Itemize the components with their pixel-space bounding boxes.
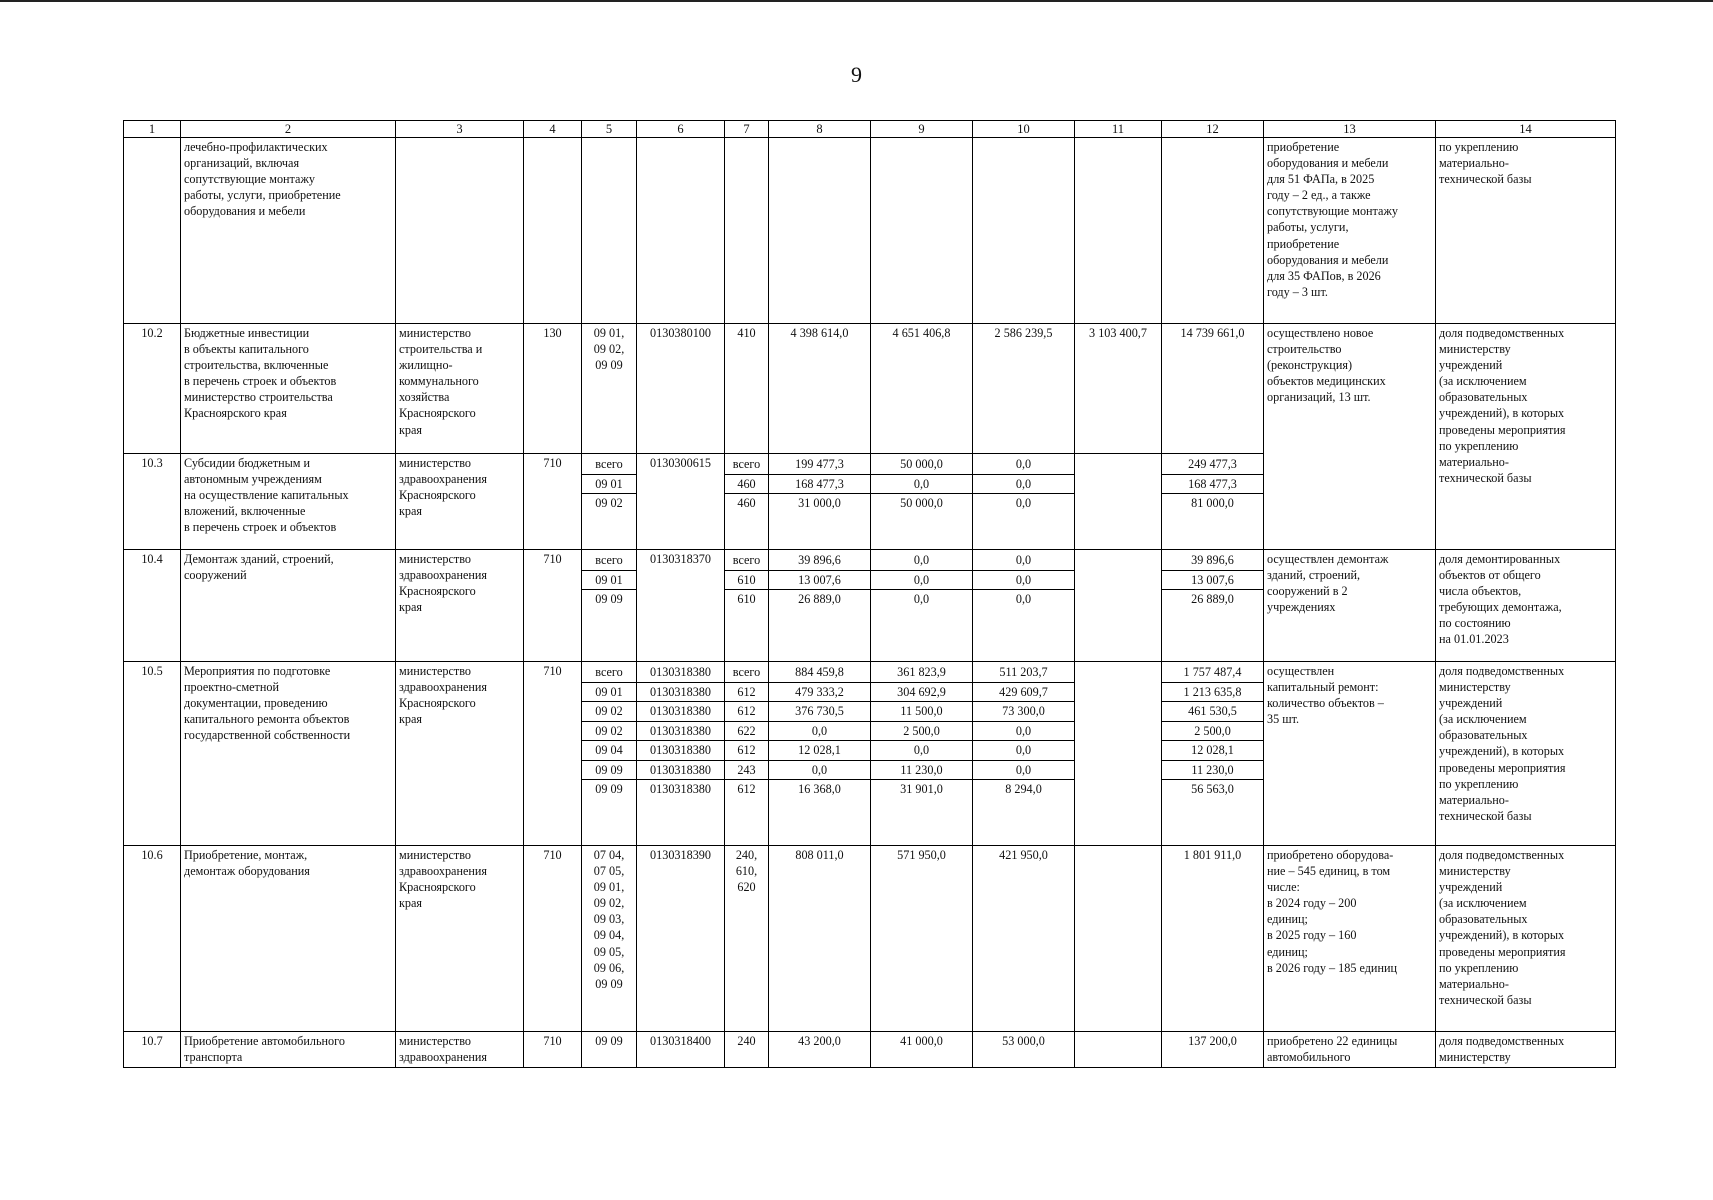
value-2024: 0,0	[769, 761, 870, 781]
section-code: 09 02	[595, 496, 623, 510]
program-activities-table	[123, 120, 1616, 1068]
value-2024: 168 477,3	[769, 475, 870, 495]
expense-type: 612	[737, 782, 756, 796]
section-code-list	[582, 550, 637, 662]
header-cell: 5	[582, 121, 637, 138]
value-2025: 0,0	[871, 741, 972, 761]
value-2026: 0,0	[973, 761, 1074, 781]
section-code: всего	[582, 551, 636, 571]
header-cell: 14	[1436, 121, 1616, 138]
value-total: 249 477,3	[1162, 455, 1263, 475]
expense-type: 612	[725, 683, 768, 703]
activity-name: Мероприятия по подготовке проектно-сметной документации, проведению капитального ремонта объектов государственной собственности	[181, 662, 396, 846]
value-2025: 571 950,0	[871, 846, 973, 1032]
value-2026: 0,0	[1015, 496, 1032, 510]
indicator: доля подведомственных министерству учреждений (за исключением образовательных учреждений), в которых проведены мероприятия по укреплению материально- технической базы	[1436, 324, 1616, 550]
expense-type: 460	[725, 475, 768, 495]
responsible-body: министерство здравоохранения Красноярского края	[396, 454, 524, 550]
target-article: 0130318400	[637, 1032, 725, 1068]
target-article: 0130318380	[637, 702, 724, 722]
section-code: 09 09	[595, 592, 623, 606]
value-2026: 0,0	[973, 571, 1074, 591]
header-cell: 4	[524, 121, 582, 138]
value-2026: 0,0	[1015, 592, 1032, 606]
row-number: 10.6	[124, 846, 181, 1032]
activity-name: Демонтаж зданий, строений, сооружений	[181, 550, 396, 662]
value-total: 1 801 911,0	[1162, 846, 1264, 1032]
target-article-list	[637, 662, 725, 846]
section-code: 09 02	[582, 702, 636, 722]
continuation-row	[124, 138, 1616, 324]
activity-name: Приобретение, монтаж, демонтаж оборудования	[181, 846, 396, 1032]
header-cell: 2	[181, 121, 396, 138]
section-code: 09 01	[582, 683, 636, 703]
value-2026: 421 950,0	[973, 846, 1075, 1032]
value-2025: 0,0	[871, 551, 972, 571]
responsible-body: министерство строительства и жилищно- коммунального хозяйства Красноярского края	[396, 324, 524, 454]
value-2025: 0,0	[871, 571, 972, 591]
header-cell: 7	[725, 121, 769, 138]
value-2024-list	[769, 662, 871, 846]
expense-type: 243	[725, 761, 768, 781]
expected-result: приобретение оборудования и мебели для 51 ФАПа, в 2025 году – 2 ед., а также сопутствующие монтажу работы, услуги, приобретение оборудования и мебели для 35 ФАПов, в 2026 году – 3 шт.	[1264, 138, 1436, 324]
expected-result: осуществлен демонтаж зданий, строений, сооружений в 2 учреждениях	[1264, 550, 1436, 662]
value-2026: 0,0	[973, 455, 1074, 475]
section-code-list	[582, 454, 637, 550]
value-2024: 199 477,3	[769, 455, 870, 475]
value-2025: 50 000,0	[871, 455, 972, 475]
value-2025-list	[871, 550, 973, 662]
value-2025: 0,0	[913, 592, 930, 606]
activity-name: Приобретение автомобильного транспорта	[181, 1032, 396, 1068]
value-total: 26 889,0	[1191, 592, 1234, 606]
activity-name: лечебно-профилактических организаций, включая сопутствующие монтажу работы, услуги, приобретение оборудования и мебели	[181, 138, 396, 324]
header-cell: 10	[973, 121, 1075, 138]
column-number-header-row	[124, 121, 1616, 138]
value-2025: 11 230,0	[871, 761, 972, 781]
value-2026: 429 609,7	[973, 683, 1074, 703]
grbs-code: 710	[524, 1032, 582, 1068]
value-2025-list	[871, 662, 973, 846]
row-number: 10.5	[124, 662, 181, 846]
responsible-body: министерство здравоохранения	[396, 1032, 524, 1068]
value-2024: 13 007,6	[769, 571, 870, 591]
target-article: 0130318380	[637, 663, 724, 683]
row-number: 10.4	[124, 550, 181, 662]
expense-type-list	[725, 550, 769, 662]
value-2024: 43 200,0	[769, 1032, 871, 1068]
value-2024-list	[769, 550, 871, 662]
table-row-10-6	[124, 846, 1616, 1032]
table-row-10-7	[124, 1032, 1616, 1068]
header-cell: 12	[1162, 121, 1264, 138]
section-code-list	[582, 662, 637, 846]
target-article: 0130318380	[637, 761, 724, 781]
value-total: 81 000,0	[1191, 496, 1234, 510]
value-total: 1 213 635,8	[1162, 683, 1263, 703]
expected-result: приобретено оборудова- ние – 545 единиц, в том числе: в 2024 году – 200 единиц; в 2025 году – 160 единиц; в 2026 году – 185 единиц	[1264, 846, 1436, 1032]
value-total: 137 200,0	[1162, 1032, 1264, 1068]
section-code: 09 01	[582, 475, 636, 495]
value-2024: 26 889,0	[798, 592, 841, 606]
expected-result: приобретено 22 единицы автомобильного	[1264, 1032, 1436, 1068]
grbs-code: 130	[524, 324, 582, 454]
expected-result: осуществлено новое строительство (реконструкция) объектов медицинских организаций, 13 шт.	[1264, 324, 1436, 550]
value-total: 1 757 487,4	[1162, 663, 1263, 683]
value-2024: 884 459,8	[769, 663, 870, 683]
grbs-code: 710	[524, 662, 582, 846]
expense-type: 622	[725, 722, 768, 742]
expense-type: 610	[737, 592, 756, 606]
grbs-code: 710	[524, 846, 582, 1032]
value-2025: 31 901,0	[900, 782, 943, 796]
value-total-list	[1162, 454, 1264, 550]
target-article: 0130300615	[637, 454, 725, 550]
table-row-10-4	[124, 550, 1616, 662]
expense-type-list	[725, 662, 769, 846]
value-2026-list	[973, 550, 1075, 662]
value-2025: 50 000,0	[900, 496, 943, 510]
value-2025: 361 823,9	[871, 663, 972, 683]
value-2026: 53 000,0	[973, 1032, 1075, 1068]
section-code: 09 04	[582, 741, 636, 761]
value-2025-list	[871, 454, 973, 550]
value-2025: 304 692,9	[871, 683, 972, 703]
value-2024: 16 368,0	[798, 782, 841, 796]
indicator: по укреплению материально- технической базы	[1436, 138, 1616, 324]
value-total: 11 230,0	[1162, 761, 1263, 781]
value-total: 39 896,6	[1162, 551, 1263, 571]
target-article: 0130318380	[650, 782, 711, 796]
header-cell: 13	[1264, 121, 1436, 138]
expense-type: всего	[725, 551, 768, 571]
indicator: доля подведомственных министерству учреждений (за исключением образовательных учреждений), в которых проведены мероприятия по укреплению материально- технической базы	[1436, 846, 1616, 1032]
header-cell: 8	[769, 121, 871, 138]
value-2026: 0,0	[973, 551, 1074, 571]
activity-name: Бюджетные инвестиции в объекты капитального строительства, включенные в перечень строек и объектов министерство строительства Красноярского края	[181, 324, 396, 454]
value-total: 2 500,0	[1162, 722, 1263, 742]
responsible-body: министерство здравоохранения Красноярского края	[396, 846, 524, 1032]
section-code: всего	[582, 455, 636, 475]
value-2024: 376 730,5	[769, 702, 870, 722]
header-cell: 9	[871, 121, 973, 138]
section-code: 09 01	[582, 571, 636, 591]
value-2026: 511 203,7	[973, 663, 1074, 683]
header-cell: 3	[396, 121, 524, 138]
expected-result: осуществлен капитальный ремонт: количество объектов – 35 шт.	[1264, 662, 1436, 846]
target-article: 0130318370	[637, 550, 725, 662]
expense-type: 612	[725, 741, 768, 761]
value-2026-list	[973, 454, 1075, 550]
value-2024: 0,0	[769, 722, 870, 742]
value-total: 13 007,6	[1162, 571, 1263, 591]
expense-type: 612	[725, 702, 768, 722]
expense-type: 410	[725, 324, 769, 454]
table-row-10-5	[124, 662, 1616, 846]
header-cell: 11	[1075, 121, 1162, 138]
row-number: 10.7	[124, 1032, 181, 1068]
value-2024: 12 028,1	[769, 741, 870, 761]
expense-type: всего	[725, 455, 768, 475]
value-total: 168 477,3	[1162, 475, 1263, 495]
target-article: 0130380100	[637, 324, 725, 454]
section-code: 09 02	[582, 722, 636, 742]
value-2024: 479 333,2	[769, 683, 870, 703]
value-col-11: 3 103 400,7	[1075, 324, 1162, 454]
expense-type: 240	[725, 1032, 769, 1068]
expense-type: всего	[725, 663, 768, 683]
page-number: 9	[851, 62, 862, 87]
section-code: всего	[582, 663, 636, 683]
section-code: 09 09	[595, 782, 623, 796]
section-code: 09 09	[582, 761, 636, 781]
value-2024: 39 896,6	[769, 551, 870, 571]
table-row-10-2	[124, 324, 1616, 454]
section-code: 07 04, 07 05, 09 01, 09 02, 09 03, 09 04, 09 05, 09 06, 09 09	[582, 846, 637, 1032]
activity-name: Субсидии бюджетным и автономным учреждениям на осуществление капитальных вложений, включенные в перечень строек и объектов	[181, 454, 396, 550]
value-2026: 0,0	[973, 722, 1074, 742]
value-2024: 4 398 614,0	[769, 324, 871, 454]
value-total: 14 739 661,0	[1162, 324, 1264, 454]
header-cell: 1	[124, 121, 181, 138]
row-number: 10.2	[124, 324, 181, 454]
responsible-body: министерство здравоохранения Красноярского края	[396, 662, 524, 846]
expense-type: 240, 610, 620	[725, 846, 769, 1032]
expense-type: 460	[737, 496, 756, 510]
header-cell: 6	[637, 121, 725, 138]
target-article: 0130318380	[637, 683, 724, 703]
expense-type: 610	[725, 571, 768, 591]
value-total: 461 530,5	[1162, 702, 1263, 722]
value-2025: 0,0	[871, 475, 972, 495]
target-article: 0130318380	[637, 722, 724, 742]
value-total: 56 563,0	[1191, 782, 1234, 796]
value-2024: 31 000,0	[798, 496, 841, 510]
value-2026: 8 294,0	[1005, 782, 1042, 796]
value-2025: 11 500,0	[871, 702, 972, 722]
value-total: 12 028,1	[1162, 741, 1263, 761]
value-total-list	[1162, 550, 1264, 662]
value-2026: 73 300,0	[973, 702, 1074, 722]
section-code: 09 09	[582, 1032, 637, 1068]
value-2026-list	[973, 662, 1075, 846]
target-article: 0130318380	[637, 741, 724, 761]
indicator: доля подведомственных министерству	[1436, 1032, 1616, 1068]
value-2025: 2 500,0	[871, 722, 972, 742]
value-2026: 2 586 239,5	[973, 324, 1075, 454]
responsible-body: министерство здравоохранения Красноярского края	[396, 550, 524, 662]
grbs-code: 710	[524, 454, 582, 550]
grbs-code: 710	[524, 550, 582, 662]
value-2025: 41 000,0	[871, 1032, 973, 1068]
section-code: 09 01, 09 02, 09 09	[582, 324, 637, 454]
expense-type-list	[725, 454, 769, 550]
value-2026: 0,0	[973, 741, 1074, 761]
value-2026: 0,0	[973, 475, 1074, 495]
value-2024-list	[769, 454, 871, 550]
value-2025: 4 651 406,8	[871, 324, 973, 454]
value-2024: 808 011,0	[769, 846, 871, 1032]
value-total-list	[1162, 662, 1264, 846]
indicator: доля подведомственных министерству учреждений (за исключением образовательных учреждений), в которых проведены мероприятия по укреплению материально- технической базы	[1436, 662, 1616, 846]
row-number: 10.3	[124, 454, 181, 550]
top-border-line	[0, 0, 1713, 2]
indicator: доля демонтированных объектов от общего числа объектов, требующих демонтажа, по состоянию на 01.01.2023	[1436, 550, 1616, 662]
target-article: 0130318390	[637, 846, 725, 1032]
